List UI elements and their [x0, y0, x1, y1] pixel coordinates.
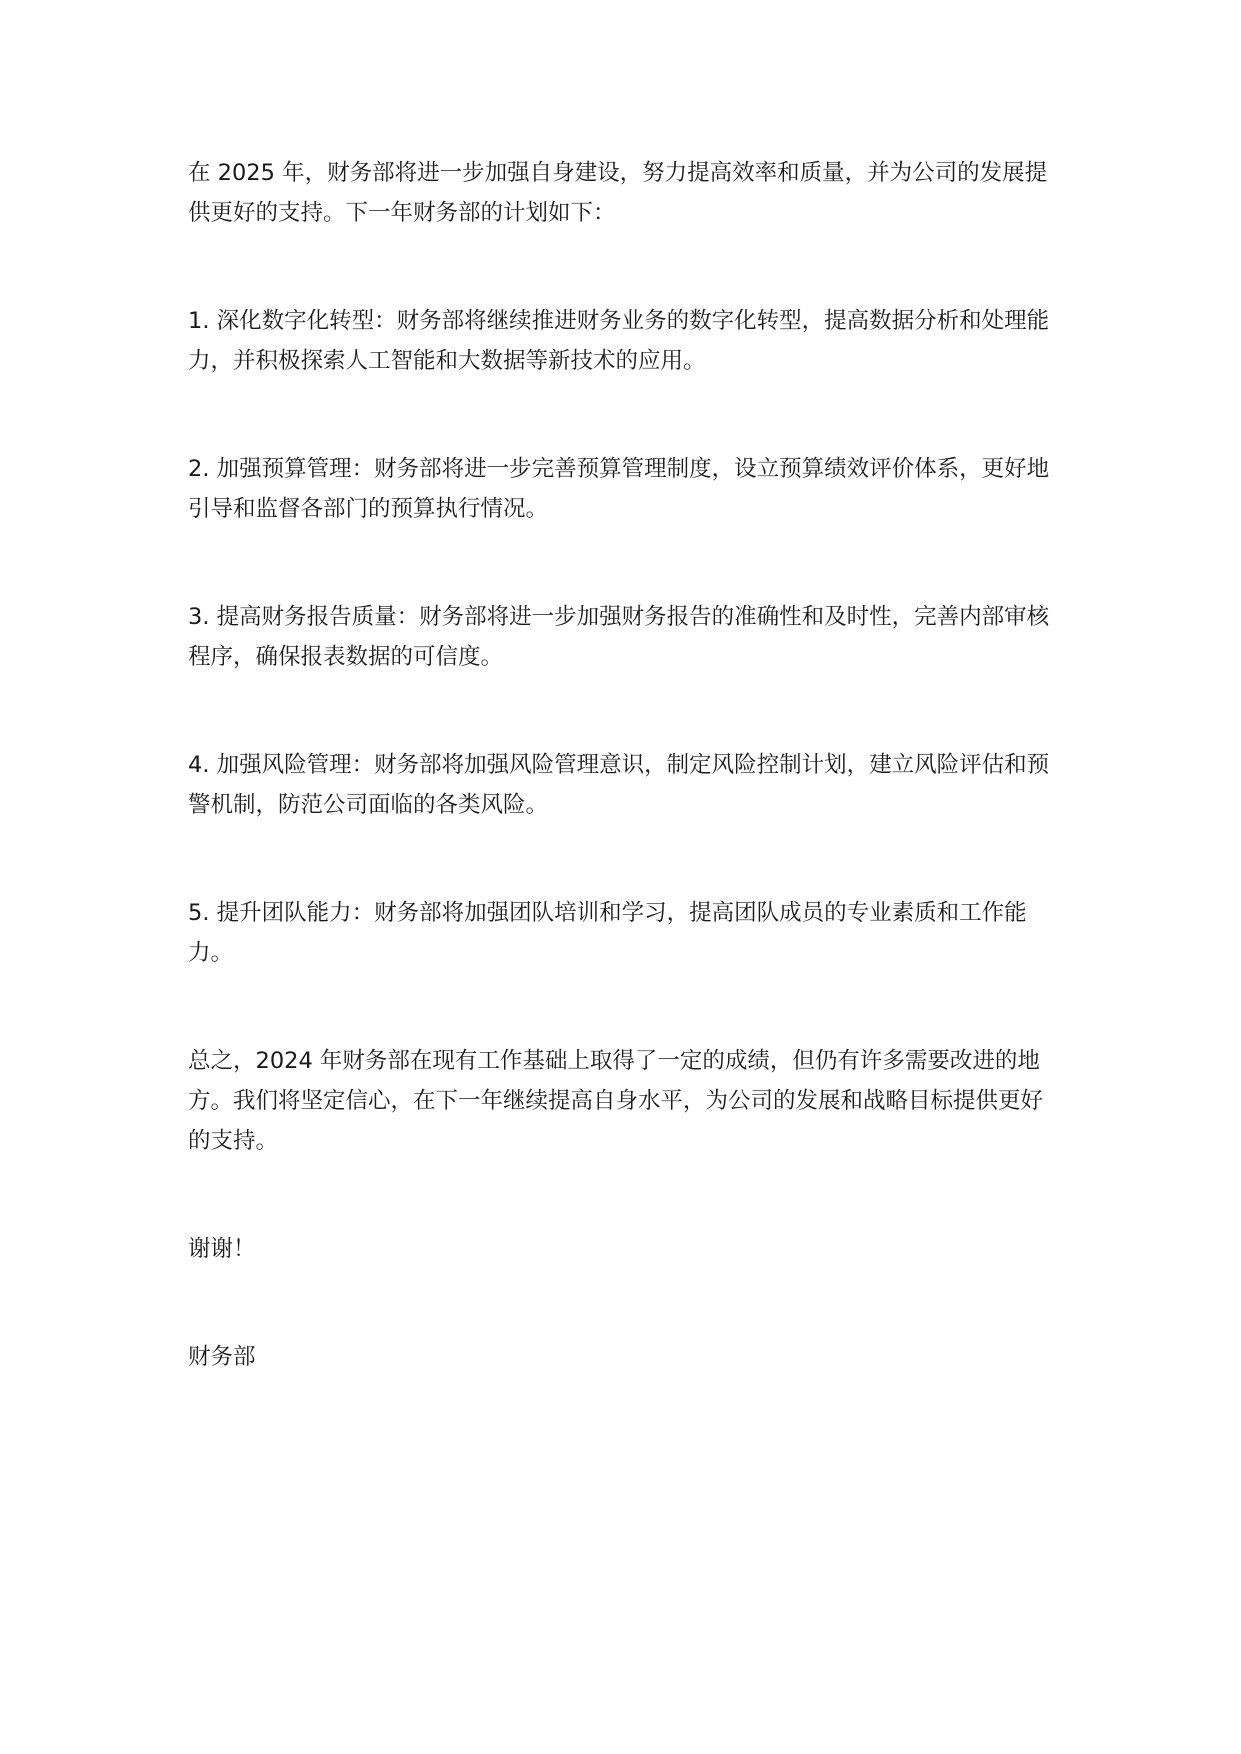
- plan-item-4: 4. 加强风险管理：财务部将加强风险管理意识，制定风险控制计划，建立风险评估和预警机制，防范公司面临的各类风险。: [188, 752, 1050, 818]
- plan-item-1: 1. 深化数字化转型：财务部将继续推进财务业务的数字化转型，提高数据分析和处理能力，并积极探索人工智能和大数据等新技术的应用。: [188, 308, 1050, 374]
- plan-item-3: 3. 提高财务报告质量：财务部将进一步加强财务报告的准确性和及时性，完善内部审核程序，确保报表数据的可信度。: [188, 604, 1050, 670]
- signature-line: 财务部: [188, 1344, 256, 1370]
- intro-paragraph: 在 2025 年，财务部将进一步加强自身建设，努力提高效率和质量，并为公司的发展提供更好的支持。下一年财务部的计划如下：: [188, 160, 1048, 226]
- thanks-line: 谢谢！: [188, 1236, 256, 1262]
- plan-item-2: 2. 加强预算管理：财务部将进一步完善预算管理制度，设立预算绩效评价体系，更好地引导和监督各部门的预算执行情况。: [188, 456, 1050, 522]
- plan-item-5: 5. 提升团队能力：财务部将加强团队培训和学习，提高团队成员的专业素质和工作能力。: [188, 900, 1027, 966]
- summary-paragraph: 总之，2024 年财务部在现有工作基础上取得了一定的成绩，但仍有许多需要改进的地方。我们将坚定信心，在下一年继续提高自身水平，为公司的发展和战略目标提供更好的支持。: [188, 1048, 1044, 1154]
- document-body: [188, 153, 1060, 1377]
